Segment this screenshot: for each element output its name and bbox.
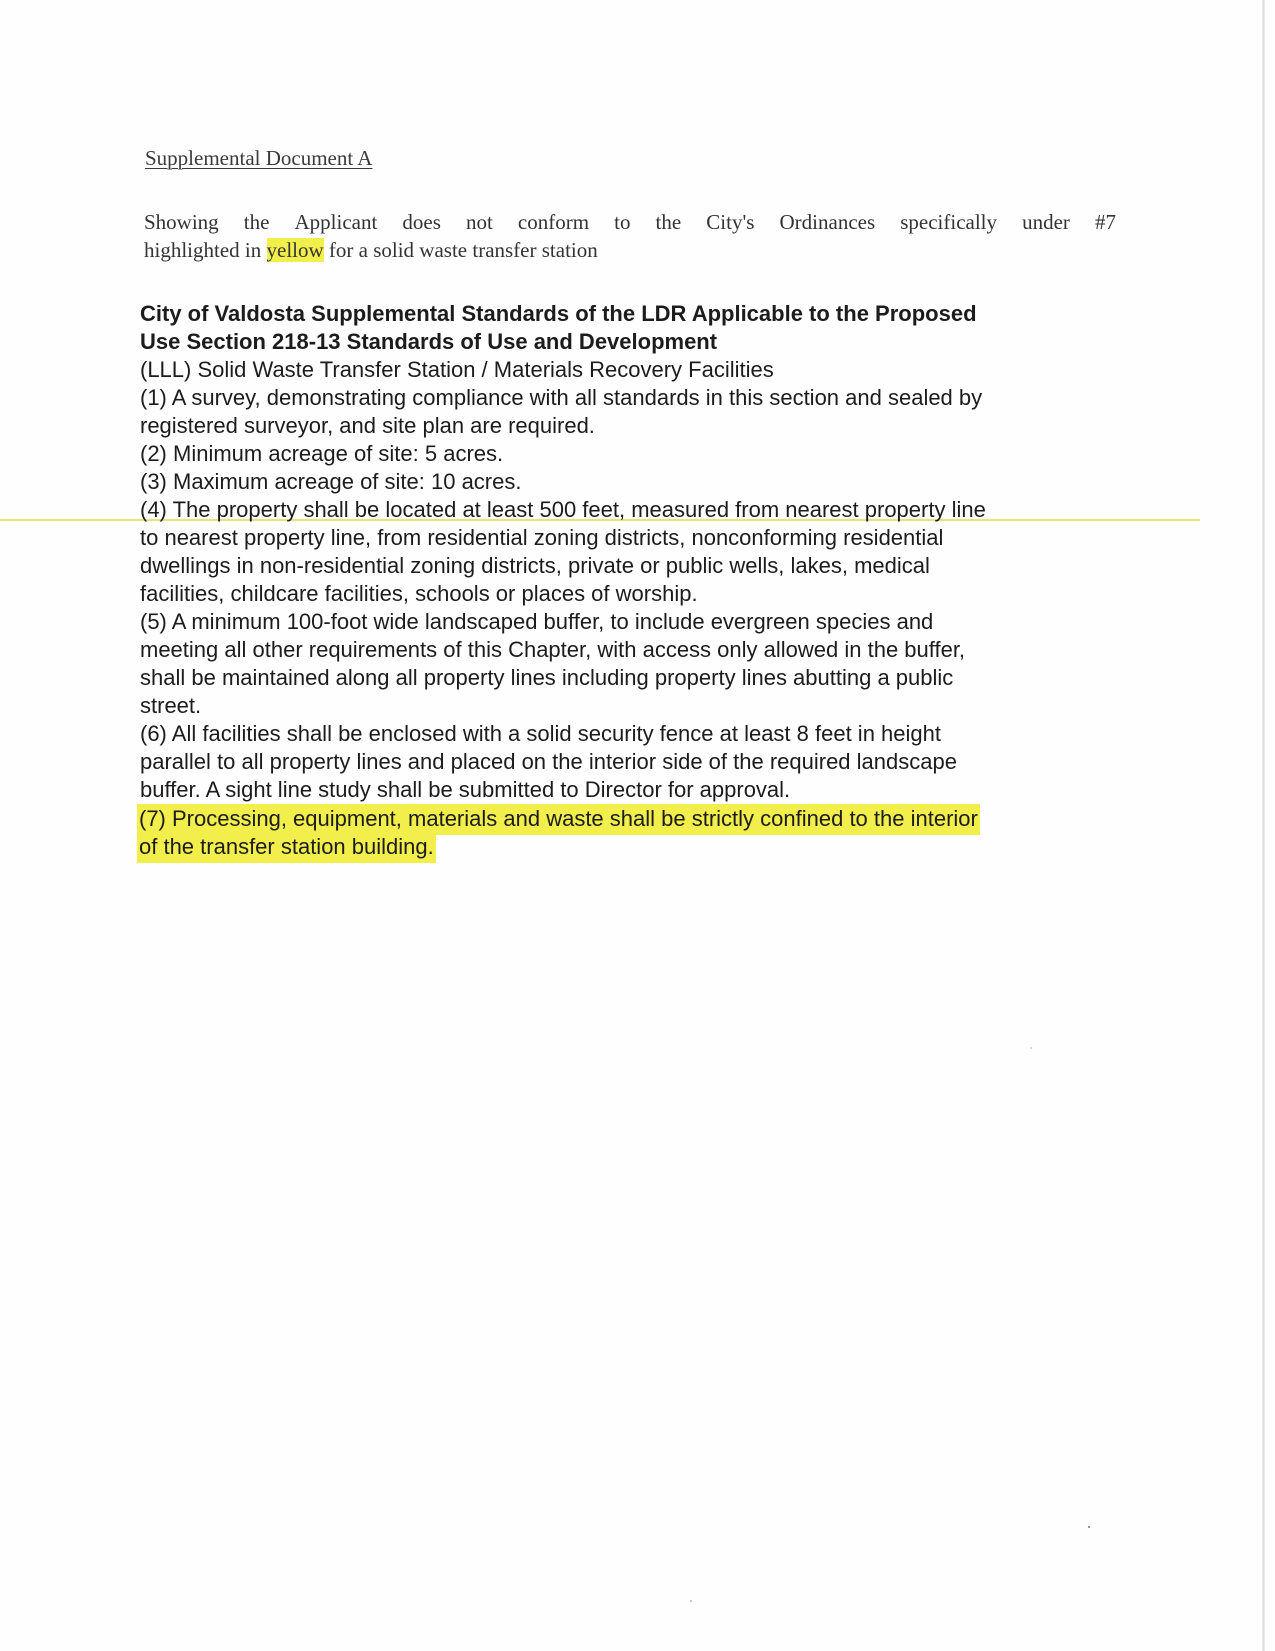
intro-word: City's [706, 210, 755, 234]
item-7-highlight: of the transfer station building. [137, 832, 436, 863]
scan-speck [1088, 1526, 1090, 1528]
intro-word: Showing [144, 210, 219, 234]
item-5-line: (5) A minimum 100-foot wide landscaped buffer, to include evergreen species and [140, 609, 934, 634]
page-edge-shadow [1262, 0, 1265, 1651]
item-4-line: to nearest property line, from residential zoning districts, nonconforming residential [140, 525, 944, 550]
intro-word: to [614, 210, 631, 234]
intro-paragraph [144, 208, 1116, 264]
intro-text-after: for a solid waste transfer station [323, 238, 598, 262]
intro-line-1 [144, 208, 1116, 236]
standards-subtitle: (LLL) Solid Waste Transfer Station / Materials Recovery Facilities [140, 357, 774, 382]
scan-speck [690, 1600, 692, 1602]
highlighted-word-yellow: yellow [266, 238, 324, 262]
scan-speck [1030, 1047, 1032, 1049]
intro-word: does [402, 210, 441, 234]
item-4-line: dwellings in non-residential zoning districts, private or public wells, lakes, medical [140, 553, 930, 578]
item-2-line: (2) Minimum acreage of site: 5 acres. [140, 441, 504, 466]
item-1-line: (1) A survey, demonstrating compliance with all standards in this section and sealed by [140, 385, 983, 410]
intro-word: not [465, 210, 493, 234]
intro-word: under [1022, 210, 1070, 234]
item-7-line [140, 832, 1140, 860]
item-6-line: buffer. A sight line study shall be submitted to Director for approval. [140, 777, 791, 802]
intro-word: the [655, 210, 682, 234]
item-4-line: (4) The property shall be located at least 500 feet, measured from nearest property line [140, 497, 986, 522]
intro-word: the [243, 210, 270, 234]
standards-title-line-2: Use Section 218-13 Standards of Use and Development [140, 329, 718, 354]
intro-word: #7 [1095, 210, 1116, 234]
standards-title-line-1: City of Valdosta Supplemental Standards of the LDR Applicable to the Proposed [140, 301, 977, 326]
item-5-line: shall be maintained along all property lines including property lines abutting a public [140, 665, 954, 690]
item-5-line: street. [140, 693, 202, 718]
item-6-line: (6) All facilities shall be enclosed with a solid security fence at least 8 feet in height [140, 721, 941, 746]
item-3-line: (3) Maximum acreage of site: 10 acres. [140, 469, 522, 494]
item-7-line [140, 804, 1140, 832]
intro-word: Applicant [294, 210, 378, 234]
item-4-line: facilities, childcare facilities, schools or places of worship. [140, 581, 698, 606]
item-1-line: registered surveyor, and site plan are required. [140, 413, 595, 438]
intro-line-2 [144, 236, 1116, 264]
intro-word: conform [517, 210, 590, 234]
item-7-highlight: (7) Processing, equipment, materials and waste shall be strictly confined to the interior [137, 804, 980, 835]
standards-section [140, 300, 1140, 860]
intro-word: specifically [900, 210, 998, 234]
item-5-line: meeting all other requirements of this Chapter, with access only allowed in the buffer, [140, 637, 966, 662]
document-heading: Supplemental Document A [145, 146, 373, 170]
intro-word: Ordinances [779, 210, 876, 234]
intro-text-before: highlighted in [144, 238, 267, 262]
item-6-line: parallel to all property lines and placed on the interior side of the required landscape [140, 749, 957, 774]
